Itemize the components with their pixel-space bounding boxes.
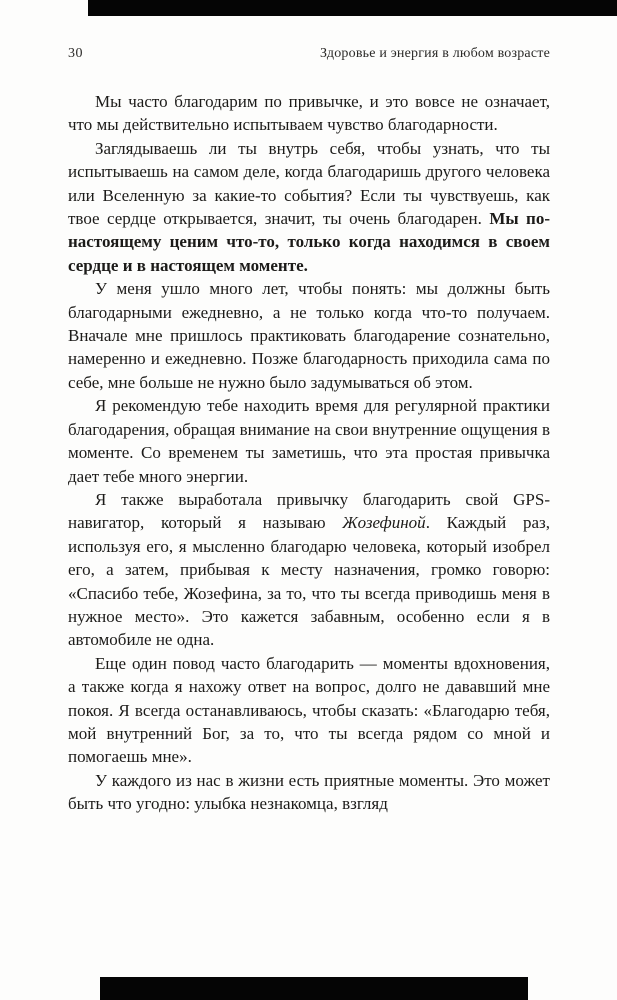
paragraph-italic-text: Жозефиной [342, 513, 426, 533]
running-header-title: Здоровье и энергия в любом возрасте [320, 46, 550, 61]
page-body-text [68, 90, 550, 816]
paragraph [68, 769, 550, 816]
page-header [68, 46, 550, 62]
paragraph-text: Я рекомендую тебе находить время для регулярной практики благодарения, обращая внимание на свои внутренние ощущения в моменте. Со временем ты заметишь, что эта простая привычка дает тебе много энергии. [68, 396, 550, 486]
paragraph-text: Заглядываешь ли ты внутрь себя, чтобы узнать, что ты испытываешь на самом деле, когда благодаришь другого человека или Вселенную за какие-то события? Если ты чувствуешь, как твое сердце открывается, значит, ты очень благодарен. [68, 138, 550, 229]
paragraph-text: Я также выработала привычку благодарить свой GPS-навигатор, который я называю [68, 489, 550, 533]
paragraph [68, 137, 550, 277]
paragraph-text: Мы часто благодарим по привычке, и это вовсе не означает, что мы действительно испытываем чувство благодарности. [68, 92, 550, 135]
paragraph [68, 394, 550, 488]
paragraph-text: У меня ушло много лет, чтобы понять: мы должны быть благодарными ежедневно, а не только когда что-то получаем. Вначале мне пришлось практиковать благодарение сознательно, намеренно и ежедневно. Позже благодарность приходила сама по себе, мне больше не нужно было задумываться об этом. [68, 279, 550, 392]
paragraph-bold-text: Мы по-настоящему ценим что-то, только когда находимся в своем сердце и в настоящем моменте. [68, 209, 550, 275]
paragraph [68, 277, 550, 394]
paragraph-text: Еще один повод часто благодарить — моменты вдохновения, а также когда я нахожу ответ на вопрос, долго не дававший мне покоя. Я всегда останавливаюсь, чтобы сказать: «Благодарю тебя, мой внутренний Бог, за то, что ты всегда рядом со мной и помогаешь мне». [68, 653, 550, 767]
paragraph-text: . Каждый раз, используя его, я мысленно благодарю человека, который изобрел его, а затем, прибывая к месту назначения, громко говорю: «Спасибо тебе, Жозефина, за то, что ты всегда приводишь меня в нужное место». Это кажется забавным, особенно если я в автомобиле не одна. [68, 513, 550, 650]
paragraph [68, 488, 550, 652]
page-number: 30 [68, 46, 83, 61]
paragraph-text: У каждого из нас в жизни есть приятные моменты. Это может быть что угодно: улыбка незнакомца, взгляд [68, 770, 550, 814]
scan-artifact-bottom-bar [100, 977, 528, 1000]
paragraph [68, 652, 550, 769]
paragraph [68, 90, 550, 137]
scan-artifact-top-bar [88, 0, 617, 16]
